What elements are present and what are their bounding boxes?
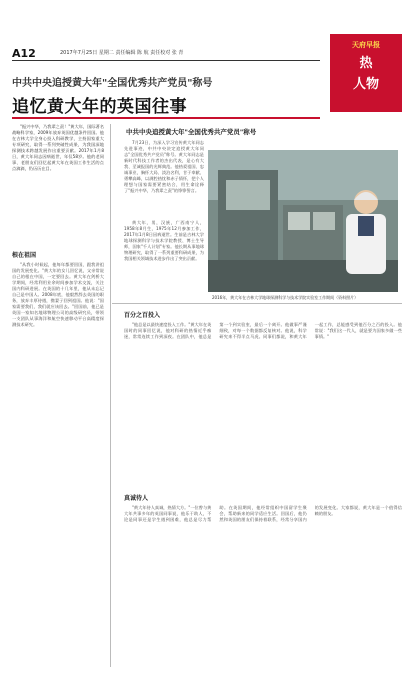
lab-photo-illustration — [208, 150, 398, 292]
column-5 — [124, 505, 402, 667]
column-3 — [124, 220, 204, 305]
subhead-root: 根在祖国 — [12, 252, 37, 259]
subhead-dedication: 百分之百投入 — [124, 312, 161, 319]
page-number: A12 — [12, 47, 36, 60]
photo-caption: 2016年，黄大年在吉林大学地球探测科学与技术学院实验室工作期间（资料照片） — [212, 295, 359, 300]
section-label-top: 热 — [359, 56, 373, 71]
column-divider — [110, 124, 111, 667]
header-rule — [12, 60, 320, 61]
photo-title: 中共中央追授黄大年"全国优秀共产党员"称号 — [126, 128, 257, 136]
lead-text: "振兴中华，乃我辈之责！"黄大年，国际著名战略科学家，2009年放弃英国优越条件回国。他在吉林大学全身心投入科研教学，主持国家重大专项研究，取得一系列突破性成果，为我国深地探测技术跨越发展作出重要贡献。2017年1月8日，黄大年同志因病逝世，年仅58岁。他的老同事、老朋友们回忆起黄大年在英国工作生活的点点滴滴，仍历历在目。 — [12, 124, 104, 171]
headline: 追忆黄大年的英国往事 — [12, 97, 187, 117]
column-5-text: "黄大年待人真诚，热情大方。"一位曾与黄大年共事多年的英国同事说，他乐于助人，不论是同事还是学生遇到困难，他总是尽力帮助。在英国期间，他经常组织中国留学生聚会，帮助新来的同学适应生活。回国后，他仍然和英国的朋友们保持着联系，经常分享国内的发展变化。大家都说，黄大年是一个值得信赖的朋友。 — [124, 505, 402, 522]
column-4 — [124, 322, 402, 487]
lead-paragraph — [12, 124, 104, 244]
column-1-text: "从我小时候起，他每年都要回国，跟我讲祖国的发展变化。"黄大年的女儿回忆说，父亲常说自己的根在中国，一定要回去。黄大年在剑桥大学期间，经常利用业余时间参加学术交流，关注国内科研进展。在英国的十几年里，他从未忘记自己是中国人。2008年底，他毅然辞去英国的职务，放弃丰厚待遇，携妻子回到祖国。他说："国家需要我们，我们就应该回去。"回国前，他已是英国一家知名地球物理公司的高级研究员，带领一支团队从事海洋和航空快速移动平台高精度探测技术研究。 — [12, 262, 104, 327]
subhead-sincerity: 真诚待人 — [124, 495, 149, 502]
issue-line: 2017年7月25日 星期二 责任编辑 陈 航 责任校对 张 青 — [60, 50, 184, 56]
column-3-text: 黄大年，男，汉族，广西南宁人，1958年8月生，1975年12月参加工作，2017年1月8日因病逝世。生前是吉林大学地球探测科学与技术学院教授、博士生导师，国家"千人计划"专家。他长期从事地球物理研究，取得了一系列重要科研成果，为我国相关领域技术进步作出了突出贡献。 — [124, 220, 204, 261]
section-label-bottom: 人物 — [352, 77, 379, 92]
headline-underline — [12, 117, 320, 119]
news-photo — [208, 150, 398, 292]
kicker: 中共中央追授黄大年"全国优秀共产党员"称号 — [12, 78, 213, 89]
column-4-text: "他总是以最快速度投入工作。"黄大年在英国时的同事回忆说，他对科研的热情近乎痴迷，常常连续工作到深夜。在团队中，他总是第一个到实验室，最后一个离开。他做事严谨细致，对每一个数据都反复核对。他说，科学研究来不得半点马虎。同事们都说，和黄大年一起工作，总能感受到他百分之百的投入。他常说："我们这一代人，就是要为国家多做一些事情。" — [124, 322, 402, 339]
section-rule — [112, 303, 402, 304]
column-1 — [12, 262, 104, 667]
section-logo — [330, 34, 402, 112]
logo-brand: 天府早报 — [352, 40, 380, 49]
column-2-text: 7月23日，为深入学习宣传黄大年同志先进事迹，中共中央决定追授黄大年同志"全国优秀共产党员"称号。黄大年同志是新时代科技工作者的杰出代表，是心有大我、至诚报国的光辉典范。他热爱祖国、忠诚事业，胸怀大局、淡泊名利，甘于奉献、勇攀高峰，以满腔热忱和赤子情怀，把个人理想与国家需要紧密结合，用生命诠释了"振兴中华，乃我辈之责"的铮铮誓言。 — [124, 140, 204, 193]
